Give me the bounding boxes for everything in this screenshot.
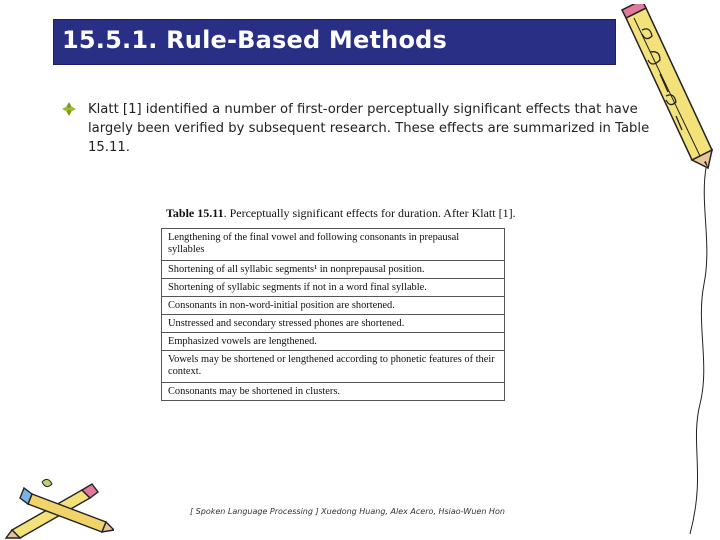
table-caption <box>166 206 516 221</box>
table-caption-text: . Perceptually significant effects for duration. After Klatt [1]. <box>223 206 516 220</box>
slide-title: 15.5.1. Rule-Based Methods <box>62 26 447 54</box>
pencil-decoration-icon <box>620 4 716 536</box>
table-row: Shortening of all syllabic segments¹ in nonprepausal position. <box>162 261 504 279</box>
table-row: Emphasized vowels are lengthened. <box>162 333 504 351</box>
table-row: Consonants in non-word-initial position are shortened. <box>162 297 504 315</box>
table-row: Consonants may be shortened in clusters. <box>168 386 340 397</box>
table-caption-label: Table 15.11 <box>166 206 224 220</box>
table-row: Vowels may be shortened or lengthened according to phonetic features of their context. <box>162 351 504 383</box>
diamond-bullet-icon <box>62 102 76 116</box>
table-row: Lengthening of the final vowel and following consonants in prepausal syllables <box>162 229 504 261</box>
table-row: Shortening of syllabic segments if not in a word final syllable. <box>162 279 504 297</box>
table-row: Unstressed and secondary stressed phones are shortened. <box>162 315 504 333</box>
crossed-pencils-icon <box>2 478 114 540</box>
slide-title-bar <box>54 20 615 64</box>
footer-citation: [ Spoken Language Processing ] Xuedong Huang, Alex Acero, Hsiao-Wuen Hon <box>190 507 505 516</box>
duration-effects-table <box>161 228 505 401</box>
bullet-text: Klatt [1] identified a number of first-order perceptually significant effects that have largely been verified by subsequent research. These effects are summarized in Table 15.11. <box>88 102 650 155</box>
